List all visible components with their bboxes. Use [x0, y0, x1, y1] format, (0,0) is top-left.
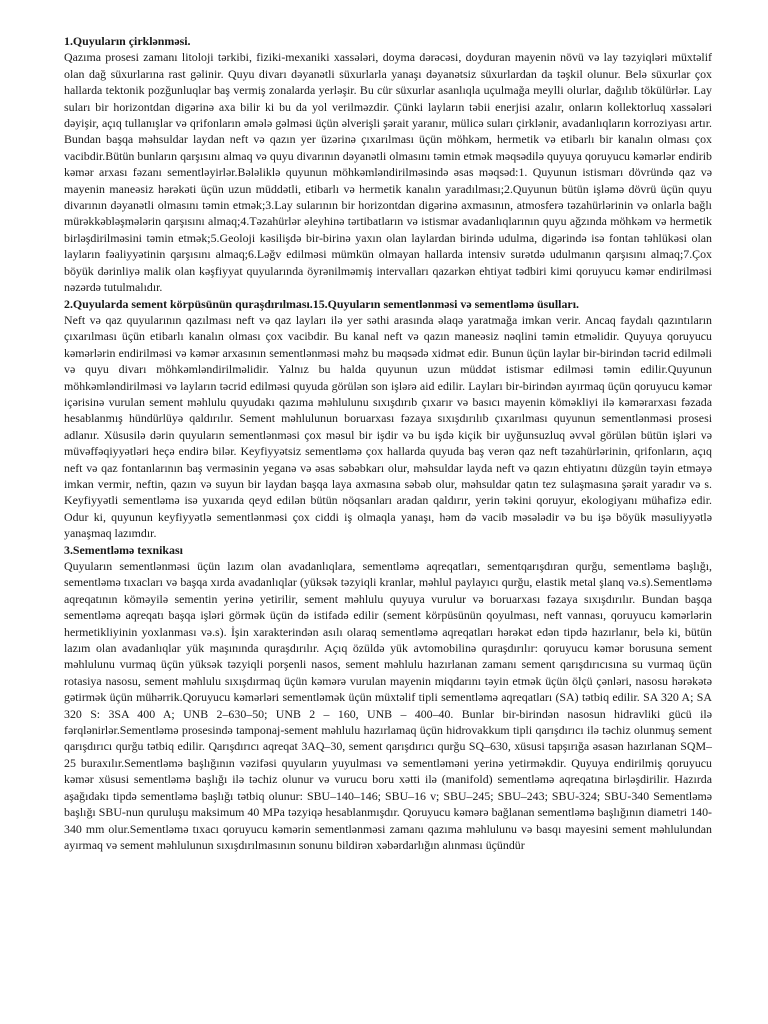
section-3-body: Quyuların sementlənməsi üçün lazım olan avadanlıqlara, sementləmə aqreqatları, sementqarışdıran qurğu, sementləmə başlığı, sementləmə tıxacları və başqa xırda avadanlıqlar (yüksək təzyiqli kranlar, məhlul paylayıcı qurğu, elastik metal şlanq və.s).Sementləmə aqreqatının köməyilə sementin yerinə yetirilir, sement məhlulu quyuya vurulur və boruarxası fəzaya sıxışdırılır. Bundan başqa sementləmə aqreqatı başqa işləri görmək üçün də istifadə edilir (sement körpüsünün qoyulması, neft vannası, qoruyucu kəmərlərin hermetikliyinin yoxlanması və.s). İşin xarakterindən asılı olaraq sementləmə aqreqatları hərəkət edən tipdə hazırlanır, belə ki, bütün lazım olan avadanlıqlar yük maşınında quraşdırılır. Açıq özüldə yük avtomobilinə quraşdırılır: qoruyucu kəmər borusuna sement məhlulunu vurmaq üçün yüksək təzyiqli porşenli nasos, sement məhlulu hazırlanan zamanı sement qarışdırıcısına su vurmaq üçün rotasiya nasosu, sement məhlulu sıxışdırmaq üçün kəmərə vurulan mayenin miqdarını təyin etmək üçün ölçü çənləri, nasosu hərəkətə gətirmək üçün mühərrik.Qoruyucu kəmərləri sementləmək üçün müxtəlif tipli sementləmə aqreqatları (SA) tətbiq edilir. SA 320 A; SA 320 S: 3SA 400 A; UNB 2–630–50; UNB 2 – 160, UNB – 400–40. Bunlar bir-birindən nasosun hidravliki gücü ilə fərqlənirlər.Sementləmə prosesində tamponaj-sement məhlulu hazırlamaq üçün hidrovakkum tipli qarışdırıcı ilə təchiz olunmuş sement qarışdırıcı qurğu tətbiq edilir. Qarışdırıcı aqreqat 3AQ–30, sement qarışdırıcı qurğu SQ–630, xüsusi tapşırığa əsasən hazırlanan SQM–25 buraxılır.Sementləmə başlığının vəzifəsi quyuların yuyulması və sementləməni yerinə yetirməkdir. Quyuya endirilmiş qoruyucu kəmər xüsusi sementləmə başlığı ilə təchiz olunur və vurucu boru xətti ilə (manifold) sementləmə aqreqatına birləşdirilir. Hazırda aşağıdakı tipdə sementləmə başlığı tətbiq olunur: SBU–140–146; SBU–16 v; SBU–245; SBU–243; SBU-324; SBU-340 Sementləmə başlığı SBU-nun quruluşu maksimum 40 MPa təzyiqə hesablanmışdır. Qoruyucu kəmərə bağlanan sementləmə başlığının diametri 140-340 mm olur.Sementləmə tıxacı qoruyucu kəmərin sementlənməsi zamanı qazıma məhlulunu və basqı mayesini sement məhlulundan ayırmaq və sement məhlulunun sıxışdırılmasının sonunu bildirən xəbərdarlığın alınması üçündür [64, 559, 712, 852]
section-2-body: Neft və qaz quyularının qazılması neft və qaz layları ilə yer səthi arasında əlaqə yaratmağa imkan verir. Ancaq faydalı qazıntıların çıxarılması üçün etibarlı kanalın olması çox vacibdir. Bu kanal neft və qazın maneəsiz nəqlini təmin etməlidir. Quyuya qoruyucu kəmərlərin endirilməsi və kəmər arxasının sementlənməsi məhz bu məqsədə xidmət edir. Bunun üçün laylar bir-birindən təcrid edilməli və quyu divarı möhkəmləndirilməlidir. Yalnız bu halda quyunun uzun müddət istismar edilməsi təmin edilir.Quyunun möhkəmləndirilməsi və layların təcrid edilməsi quyuda görülən son işlərə aid edilir. Layları bir-birindən ayırmaq üçün qoruyucu kəmər içərisinə vurulan sement məhlulu quyudakı qazıma məhlulunu sıxışdırıb çıxarır və basıcı mayenin köməkliyi ilə kəmərarxası fəzada hesablanmış hündürlüyə qaldırılır. Sement məhlulunun boruarxası fəzaya sıxışdırılıb çıxarılması quyunun sementlənməsi prosesi adlanır. Xüsusilə dərin quyuların sementlənməsi çox məsul bir işdir və bu işdə kiçik bir uyğunsuzluq əvvəl görülən bütün işləri və müvəffəqiyyətləri heçə endirə bilər. Keyfiyyətsiz sementləmə çox hallarda quyuda baş verən qaz neft təzahürlərinin, qrifonların, açıq neft və qaz fontanlarının baş verməsinin yeganə və əsas səbəbkarı olur, məhsuldar layda neft və qazın ehtiyatını düzgün təyin etməyə imkan vermir, neftin, qazın və suyun bir laydan başqa laya axmasına səbəb olur, məhsuldar qatın tez sulaşmasına şərait yaradır və s. Keyfiyyətli sementləmə isə yuxarıda qeyd edilən bütün nöqsanları aradan qaldırır, yerin təkini qoruyur, ekologiyanı mühafizə edir. Odur ki, quyunun keyfiyyətlə sementlənməsi çox ciddi iş olmaqla yanaşı, həm də vacib məsələdir və bu işə böyük məsuliyyətlə yanaşmaq lazımdır. [64, 312, 712, 541]
section-1-body: Qazıma prosesi zamanı litoloji tərkibi, fiziki-mexaniki xassələri, doyma dərəcəsi, doyduran mayenin növü və lay təzyiqləri müxtəlif olan dağ süxurlarına rast gəlinir. Quyu divarı dəyanətli süxurlarla yanaşı dəyanətsiz süxurlardan da təşkil olunur. Belə süxurlar çox hallarda tektonik pozğunluqlar baş vermiş zonalarda yerləşir. Bu cür süxurlar asanlıqla uçulmağa meylli olurlar, dağılıb tökülürlər. Lay suları bir horizontdan digərinə axa bilir ki bu da yol verilməzdir. Çünki layların təbii enerjisi azalır, onların kollektorluq xassələri dəyişir, açıq tullanışlar və qrifonların əmələ gəlməsi üçün əlverişli şərait yaranır, mülicə suları çirklənir, avadanlıqların korroziyası artır. Bundan başqa məhsuldar laydan neft və qazın yer üzərinə çıxarılması üçün möhkəm, hermetik və etibarlı bir kanalın olması çox vacibdir.Bütün bunların qarşısını almaq və quyu divarının dəyanətli olmasını təmin etmək məqsədilə quyuya qoruyucu kəmərlər endirib kəmər arxası fəzanı sementləyirlər.Bələliklə quyunun möhkəmləndirilməsində əsas məqsəd:1. Quyunun istismarı dövründə qaz və mayenin maneəsiz hərəkəti üçün uzun müddətli, etibarlı və hermetik kanalın yaradılması;2.Quyunun bütün işləmə dövrü üçün quyu divarının dəyanətli olmasını təmin etmək;3.Lay sularının bir horizontdan digərinə axmasının, atmosferə təzahürlərinin və onlarla bağlı mürəkkəbləşmələrin qarşısını almaq;4.Təzahürlər əleyhinə tərtibatların və istismar avadanlıqlarının quyu ağzında möhkəm və hermetik birləşdirilməsini təmin etmək;5.Geoloji kəsilişdə bir-birinə yaxın olan laylardan birində udulma, digərində isə fontan təhlükəsi olan layların fəaliyyətinin qarşısını almaq;6.Ləğv edilməsi mümkün olmayan hallarda intensiv surətdə udulmanın qarşısını almaq;7.Çox böyük dərinliyə malik olan kəşfiyyat quyularında öyrənilməmiş intervalları qazarkən ehtiyat tədbiri kimi qoruyucu kəmər endirilməsi nəzərdə tutulmalıdır. [64, 50, 712, 295]
section-3-heading: 3.Sementləmə texnikası [64, 542, 183, 557]
section-2-heading: 2.Quyularda sement körpüsünün quraşdırılması.15.Quyuların sementlənməsi və sementləmə üsulları. [64, 296, 579, 311]
section-1-heading: 1.Quyuların çirklənməsi. [64, 34, 191, 48]
document-page [64, 33, 712, 853]
